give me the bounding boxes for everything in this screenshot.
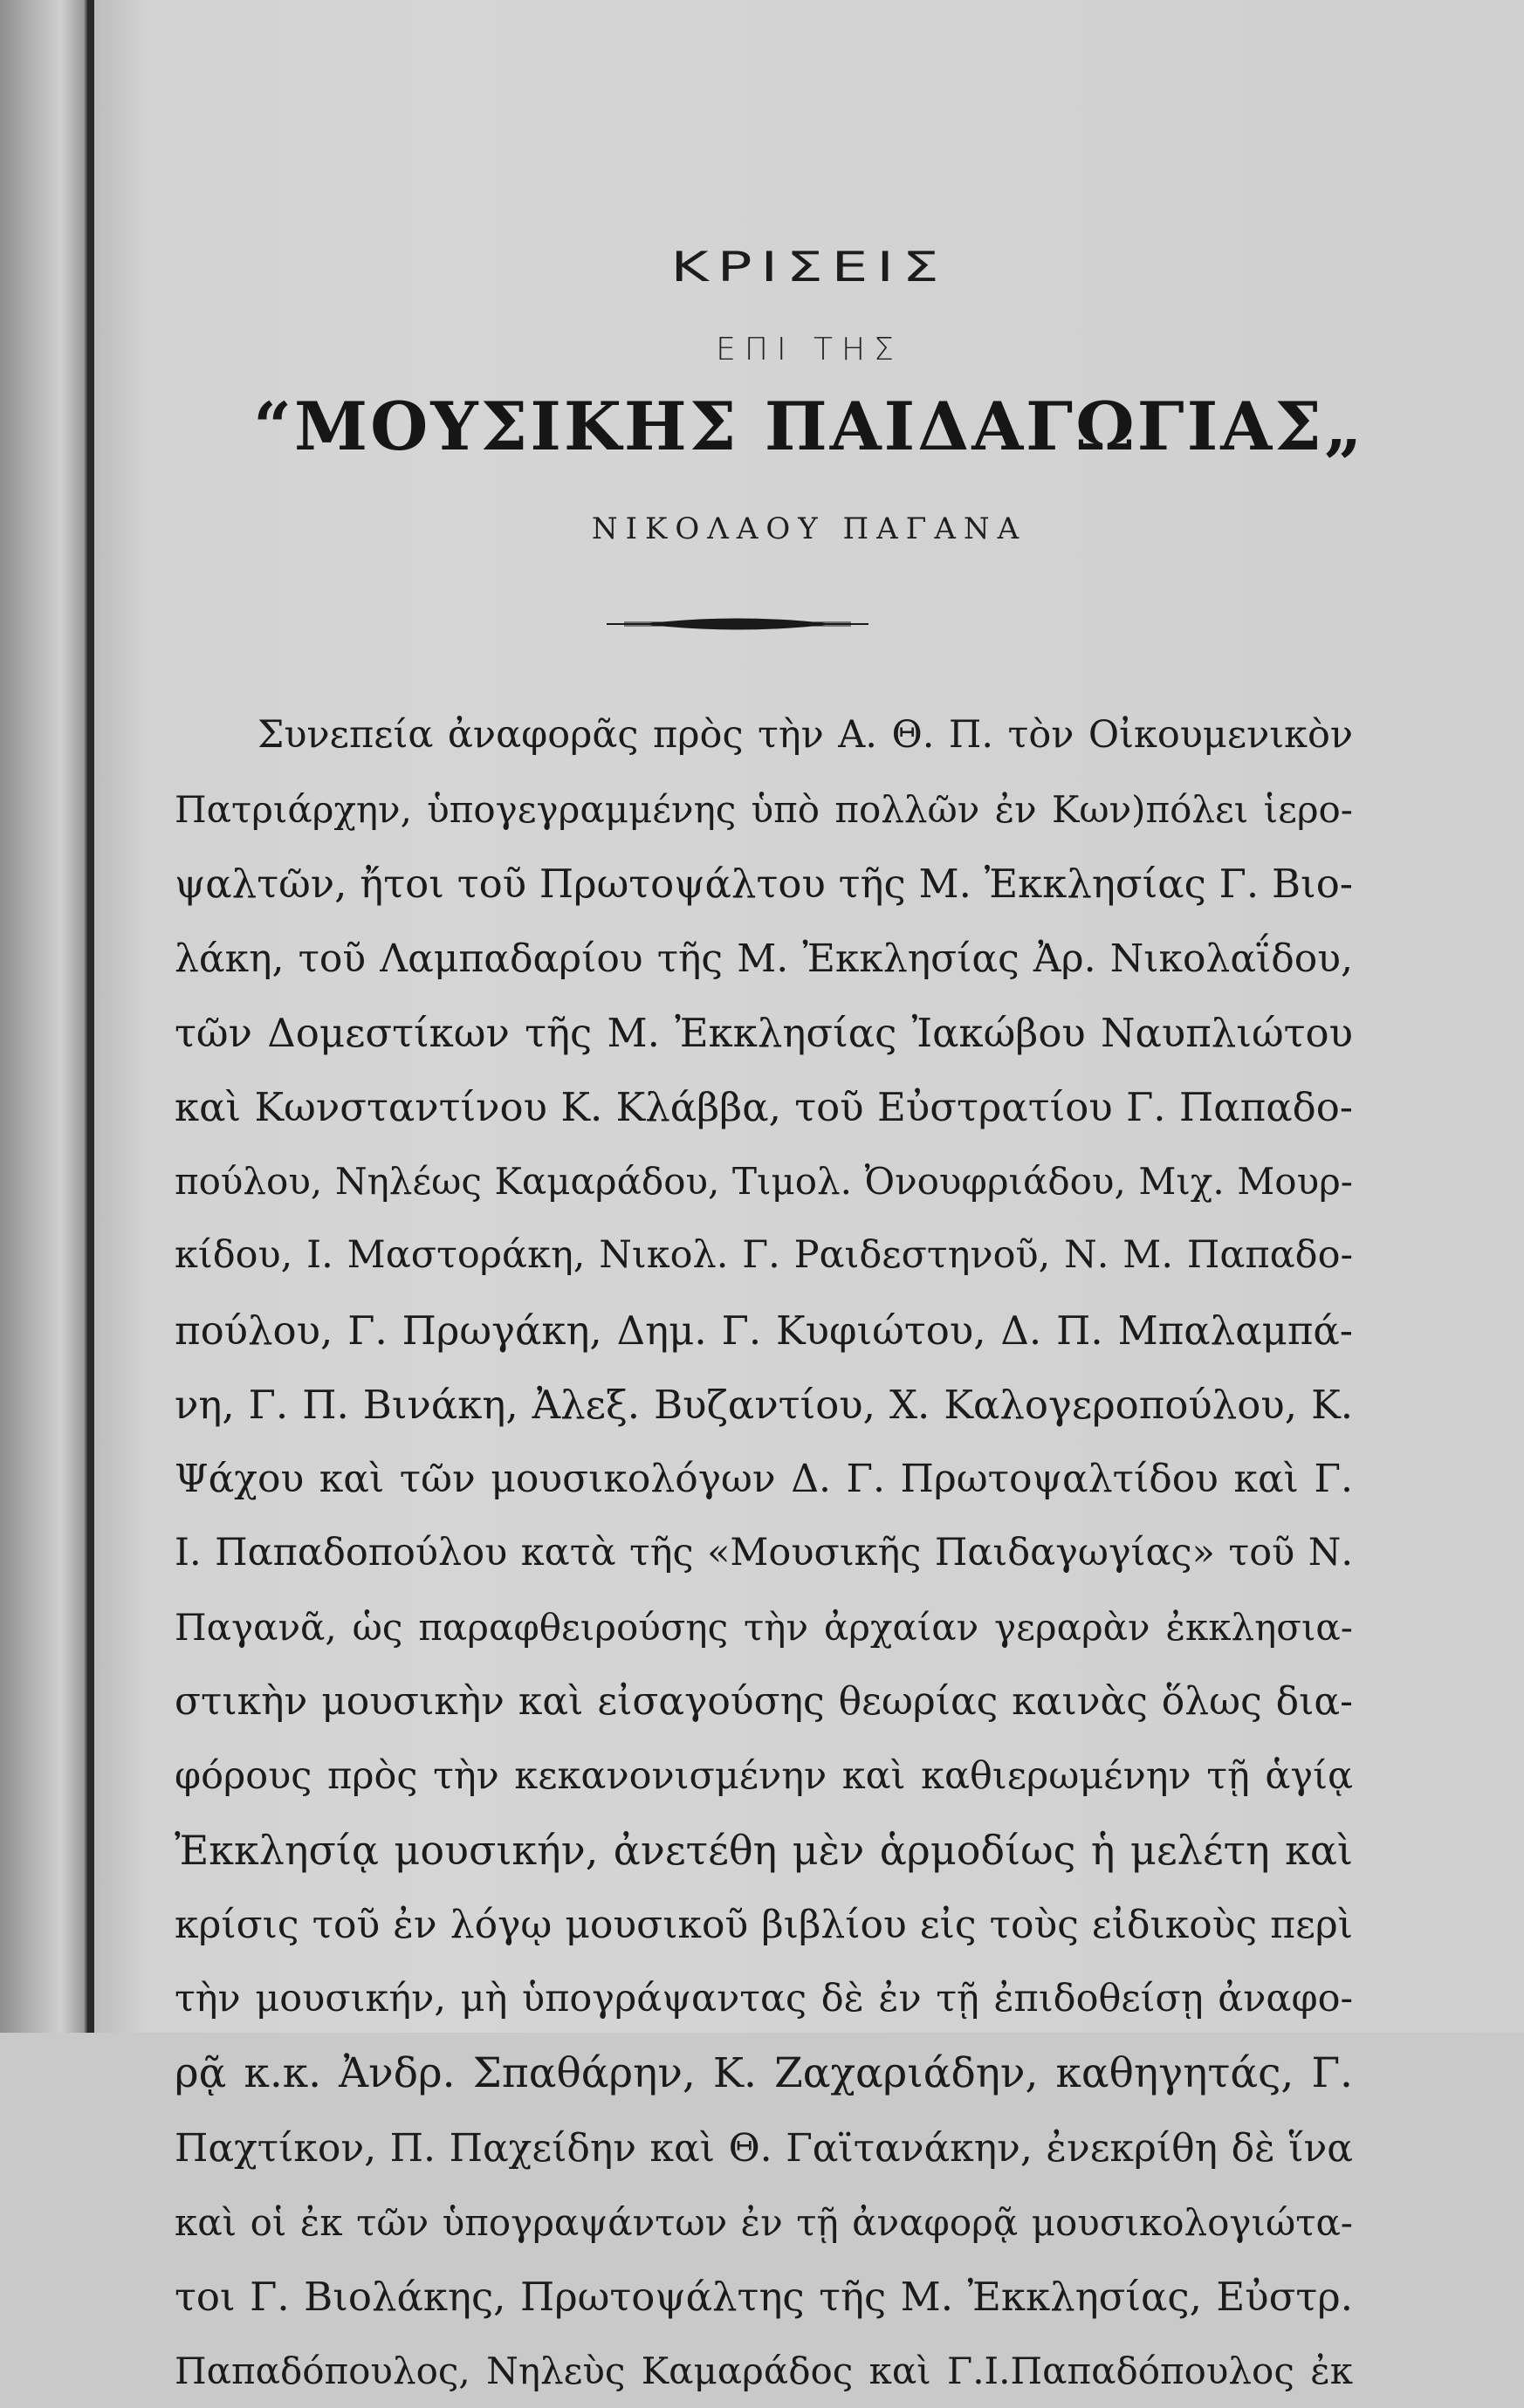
text-line: ψαλτῶν, ἤτοι τοῦ Πρωτοψάλτου τῆς Μ. Ἐκκλησίας Γ. Βιο-	[175, 861, 1353, 908]
text-line: τῶν Δομεστίκων τῆς Μ. Ἐκκλησίας Ἰακώβου Ναυπλιώτου	[175, 1009, 1353, 1056]
text-line: στικὴν μουσικὴν καὶ εἰσαγούσης θεωρίας καινὰς ὅλως δια-	[175, 1679, 1353, 1725]
page-subtitle: ΕΠΙ ΤΗΣ	[716, 332, 903, 367]
text-line: ρᾷ κ.κ. Ἀνδρ. Σπαθάρην, Κ. Ζαχαριάδην, καθηγητάς, Γ.	[175, 2049, 1353, 2098]
page-title: ΚΡΙΣΕΙΣ	[670, 243, 948, 292]
text-line: Παπαδόπουλος, Νηλεὺς Καμαράδος καὶ Γ.Ι.Παπαδόπουλος ἐκ	[175, 2350, 1353, 2393]
text-line: κίδου, Ι. Μαστοράκη, Νικολ. Γ. Ραιδεστηνοῦ, Ν. Μ. Παπαδο-	[175, 1233, 1353, 1278]
binding-edge	[87, 0, 94, 2033]
book-title: “ΜΟΥΣΙΚΗΣ ΠΑΙΔΑΓΩΓΙΑΣ„	[253, 388, 1365, 465]
text-line: πούλου, Νηλέως Καμαράδου, Τιμολ. Ὀνουφριάδου, Μιχ. Μουρ-	[175, 1160, 1353, 1204]
text-line: λάκη, τοῦ Λαμπαδαρίου τῆς Μ. Ἐκκλησίας Ἀρ. Νικολαΐδου,	[175, 936, 1353, 981]
text-line: πούλου, Γ. Πρωγάκη, Δημ. Γ. Κυφιώτου, Δ. Π. Μπαλαμπά-	[175, 1307, 1353, 1354]
text-line: Ἐκκλησίᾳ μουσικήν, ἀνετέθη μὲν ἁρμοδίως ἡ μελέτη καὶ	[175, 1826, 1353, 1874]
text-line: καὶ Κωνσταντίνου Κ. Κλάββα, τοῦ Εὐστρατίου Γ. Παπαδο-	[175, 1083, 1353, 1130]
text-line: τὴν μουσικήν, μὴ ὑπογράψαντας δὲ ἐν τῇ ἐπιδοθείσῃ ἀναφο-	[175, 1977, 1353, 2021]
text-line: νη, Γ. Π. Βινάκη, Ἀλεξ. Βυζαντίου, Χ. Καλογεροπούλου, Κ.	[175, 1381, 1353, 1428]
text-line: Ψάχου καὶ τῶν μουσικολόγων Δ. Γ. Πρωτοψαλτίδου καὶ Γ.	[175, 1456, 1353, 1501]
text-line: φόρους πρὸς τὴν κεκανονισμένην καὶ καθιερωμένην τῇ ἁγίᾳ	[175, 1753, 1353, 1798]
text-line: καὶ οἱ ἐκ τῶν ὑπογραψάντων ἐν τῇ ἀναφορᾷ μουσικολογιώτα-	[175, 2200, 1353, 2244]
book-gutter	[0, 0, 87, 2033]
text-line: τοι Γ. Βιολάκης, Πρωτοψάλτης τῆς Μ. Ἐκκλησίας, Εὐστρ.	[175, 2273, 1353, 2320]
horizontal-rule-ornament-icon	[607, 611, 868, 637]
text-line: Παγανᾶ, ὡς παραφθειρούσης τὴν ἀρχαίαν γεραρὰν ἐκκλησια-	[175, 1606, 1353, 1650]
book-page	[94, 0, 1524, 2393]
author-name: ΝΙΚΟΛΑΟΥ ΠΑΓΑΝΑ	[591, 511, 1027, 546]
text-line: Συνεπεία ἀναφορᾶς πρὸς τὴν Α. Θ. Π. τὸν Οἰκουμενικὸν	[257, 713, 1353, 757]
text-line: Πατριάρχην, ὑπογεγραμμένης ὑπὸ πολλῶν ἐν Κων)πόλει ἱερο-	[175, 788, 1353, 832]
text-line: κρίσις τοῦ ἐν λόγῳ μουσικοῦ βιβλίου εἰς τοὺς εἰδικοὺς περὶ	[175, 1903, 1353, 1947]
text-line: Ι. Παπαδοπούλου κατὰ τῆς «Μουσικῆς Παιδαγωγίας» τοῦ Ν.	[175, 1531, 1353, 1575]
text-line: Παχτίκον, Π. Παχείδην καὶ Θ. Γαϊτανάκην, ἐνεκρίθη δὲ ἵνα	[175, 2125, 1353, 2171]
body-paragraph	[175, 698, 1353, 2408]
